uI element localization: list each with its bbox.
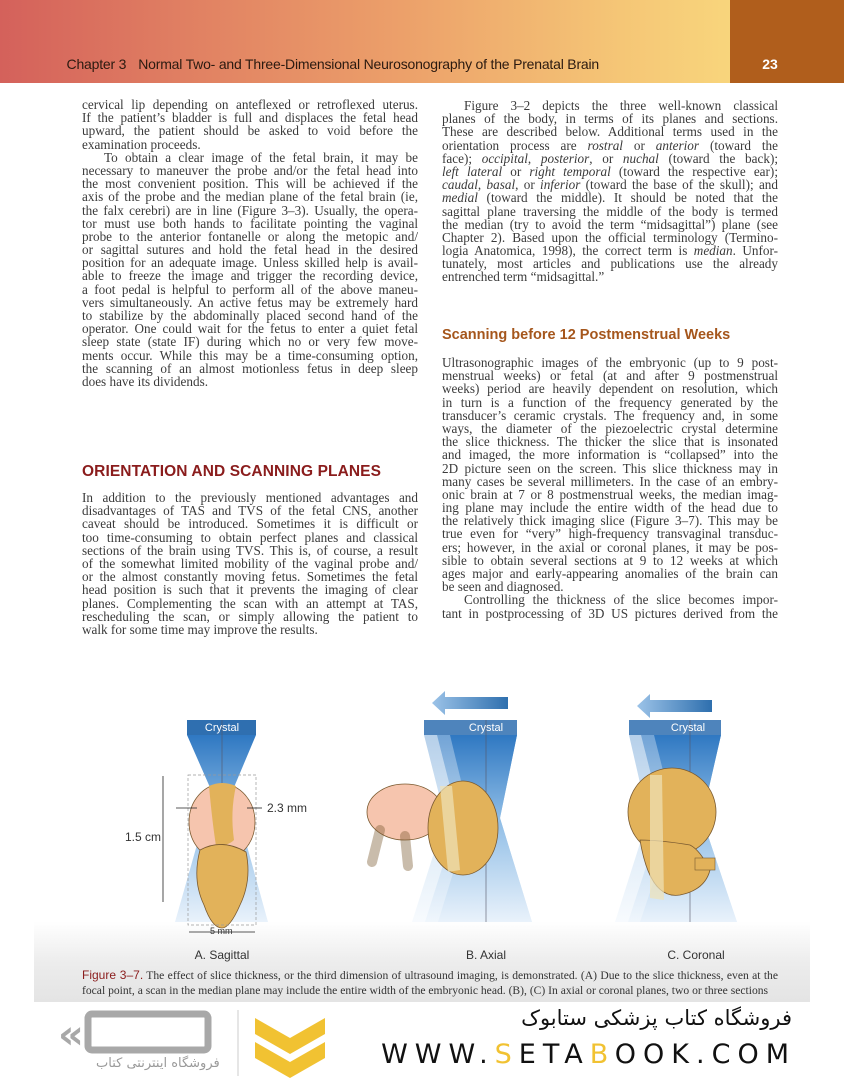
italic-term: right temporal <box>529 163 611 179</box>
text-line: vers simultaneously. An active fetus may be extremely hard <box>82 294 418 310</box>
page-number: 23 <box>762 56 778 72</box>
italic-term: medial <box>442 190 478 206</box>
panel-caption: C. Coronal <box>667 948 725 962</box>
text-line: position for an adequate image. Unless skilled help is avail- <box>82 255 418 271</box>
subsection-heading: Scanning before 12 Postmenstrual Weeks <box>442 327 731 343</box>
text-segment: , or <box>589 150 623 166</box>
figure-3-7 <box>34 680 810 1002</box>
italic-term: anterior <box>655 137 700 153</box>
text-line: Controlling the thickness of the slice becomes impor- <box>464 592 778 608</box>
text-line: necessary to maneuver the probe and/or the fetal head into <box>82 162 418 178</box>
text-line: 2D picture seen on the screen. This slice thickness may in <box>442 460 778 476</box>
text-line: walk for some time may improve the results. <box>82 621 318 637</box>
text-line: a foot pedal is helpful to perform all of the above maneu- <box>82 281 418 297</box>
text-line: ing plane may include the entire width of the head due to <box>442 500 778 516</box>
text-line: the scanning of an almost motionless fetus in deep sleep <box>82 360 418 376</box>
text-line: Figure 3–2 depicts the three well-known classical <box>464 98 778 113</box>
italic-term: inferior <box>540 177 581 193</box>
italic-term: occipital <box>481 150 528 166</box>
text-line: upward, the patient should be asked to void before the <box>82 123 418 139</box>
text-line: many cases be several millimeters. In the case of an embry- <box>442 473 778 489</box>
url-part: S <box>494 1039 519 1070</box>
text-line: of the somewhat limited mobility of the vaginal probe and/ <box>82 555 418 571</box>
text-segment: orientation process are <box>442 137 588 153</box>
text-segment: . Unfor- <box>732 243 779 259</box>
text-line: In addition to the previously mentioned advantages and <box>82 490 418 505</box>
text-line: able to freeze the image and trigger the recording device, <box>82 268 418 284</box>
figure-caption <box>82 968 778 998</box>
text-segment: (toward the respective ear); <box>610 163 778 179</box>
text-line: ages major and early-appearing anomalies of the brain can <box>442 566 778 581</box>
text-line: true even for “very” high-frequency transvaginal transduc- <box>442 526 778 542</box>
section-heading: ORIENTATION AND SCANNING PLANES <box>82 463 382 480</box>
crystal-label: Crystal <box>204 722 240 734</box>
text-segment: , <box>527 150 541 166</box>
italic-term: rostral <box>587 137 623 153</box>
italic-term: caudal <box>442 177 478 193</box>
website-url[interactable] <box>381 1039 796 1070</box>
text-line: planes of the body, in terms of its planes and sections. <box>442 111 778 127</box>
text-line: caveat should be introduced. Sometimes it is difficult or <box>82 516 418 532</box>
arrow-left-icon <box>432 691 508 715</box>
text-line: and imaged, the more information is “collapsed” into the <box>442 447 778 463</box>
text-line: To obtain a clear image of the fetal brain, it may be <box>104 149 418 165</box>
text-line: onic brain at 7 or 8 postmenstrual weeks, the median imag- <box>442 486 778 502</box>
text-line: Ultrasonographic images of the embryonic (up to 9 post- <box>442 355 778 370</box>
text-line: too time-consuming to obtain perfect planes and classical <box>82 529 418 545</box>
crystal-label: Crystal <box>468 722 504 734</box>
text-line: operator. One could wait for the fetus to enter a quiet fetal <box>82 321 418 337</box>
italic-term: basal <box>486 177 516 193</box>
fetal-head-shape <box>428 781 498 875</box>
text-line: the slice thickness. The thicker the slice that is insonated <box>442 434 778 450</box>
logo-subtitle: فروشگاه اینترنتی کتاب <box>96 1056 220 1071</box>
text-line: the median (try to avoid the term “midsagittal”) plane (see <box>442 216 778 232</box>
watermark-footer <box>0 1002 844 1080</box>
text-line: or sagittal sutures and hold the fetal head in the desired <box>82 242 418 258</box>
text-line: transducer’s ceramic crystals. The frequency and, in some <box>442 407 778 423</box>
url-part: WWW. <box>381 1039 495 1070</box>
text-line: sleep state (state IF) during which no or very few move- <box>82 334 418 350</box>
panel-caption: B. Axial <box>465 948 507 962</box>
store-title: فروشگاه کتاب پزشکی ستابوک <box>521 1006 792 1030</box>
chapter-title: Normal Two- and Three-Dimensional Neurosonography of the Prenatal Brain <box>138 56 599 72</box>
text-line: head position is such that it prevents the imaging of clear <box>82 582 418 598</box>
text-line: be seen and diagnosed. <box>442 579 564 595</box>
text-line: tunately, most articles and publications use the already <box>442 256 778 272</box>
text-line: These are described below. Additional terms used in the <box>442 124 778 140</box>
arrow-left-icon <box>637 694 712 718</box>
text-line: weeks) period are heavily dependent on resolution, which <box>442 381 778 397</box>
text-line: examination proceeds. <box>82 136 201 152</box>
text-segment: face); <box>442 150 482 166</box>
text-segment: (toward the <box>699 137 778 153</box>
text-line: cervical lip depending on anteflexed or retroflexed uterus. <box>82 97 418 112</box>
italic-term: median <box>693 243 733 259</box>
logo-mark-icon <box>88 1014 208 1050</box>
text-line: the most convenient position. This will be achieved if the <box>82 176 418 192</box>
text-line: sible to obtain several sections at 9 to 12 weeks at which <box>442 552 778 568</box>
text-segment: or <box>502 163 530 179</box>
text-line: sections of the brain using TVS. This is, of course, a result <box>82 542 418 558</box>
sagittal-panel <box>125 720 307 962</box>
figure-caption-label: Figure 3–7. <box>82 968 144 982</box>
url-part: OOK.COM <box>614 1039 796 1070</box>
slice-label: 2.3 mm <box>267 801 308 815</box>
text-line: axis of the probe and the median plane of the fetal brain (ie, <box>82 189 418 205</box>
text-segment: (toward the back); <box>658 150 778 166</box>
text-line: ments occur. While this may be a time-consuming option, <box>82 347 418 363</box>
text-segment: , or <box>515 177 541 193</box>
text-line: tor must use both hands to facilitate pointing the vaginal <box>82 215 418 231</box>
text-line: to stabilize by the abdominally placed second hand of the <box>82 308 418 323</box>
text-segment: or <box>622 137 656 153</box>
text-line: ways, the diameter of the piezoelectric crystal determine <box>442 420 778 436</box>
length-label: 1.5 cm <box>125 830 162 844</box>
width-label: 5 mm <box>210 926 233 936</box>
text-line: planes. Complementing the scan with an attempt at TAS, <box>82 595 418 611</box>
svg-text:«: « <box>58 1012 84 1058</box>
text-segment: , <box>477 177 487 193</box>
text-line: menstrual weeks) or fetal (at and after 9 postmenstrual <box>442 368 778 384</box>
text-line: sagittal plane traversing the middle of the body is termed <box>442 203 778 219</box>
text-line: or the almost constantly moving fetus. Sometimes the fetal <box>82 569 418 585</box>
panel-caption: A. Sagittal <box>194 948 250 962</box>
crystal-label: Crystal <box>670 722 706 734</box>
text-line: If the patient’s bladder is full and displaces the fetal head <box>82 110 418 126</box>
italic-term: left lateral <box>442 163 503 179</box>
chapter-number: Chapter 3 <box>66 56 127 72</box>
text-segment: (toward the middle). It should be noted that the <box>477 190 778 206</box>
text-line: disadvantages of TAS and TVS of the fetal CNS, another <box>82 503 418 519</box>
text-line: in turn is a function of the frequency generated by the <box>442 394 778 410</box>
text-line: tant in postprocessing of 3D US pictures derived from the <box>442 605 778 621</box>
text-line: probe to the anterior fontanelle or along the metopic and/ <box>82 228 418 244</box>
url-part: ETA <box>518 1039 590 1070</box>
coronal-panel <box>615 694 737 962</box>
text-segment: logia Anatomica, 1998), the correct term is <box>442 243 694 259</box>
axial-panel <box>367 691 532 962</box>
figure-caption-text: The effect of slice thickness, or the third dimension of ultrasound imaging, is demonstrated. (A) Due to the slice thickness, even at the focal point, a scan in the median plane may include the entire width of the embryonic head. (B), (C) In axial or coronal planes, two or three sections <box>82 969 778 997</box>
text-line: entrenched term “midsagittal.” <box>442 269 605 285</box>
text-line: rescheduling the scan, or simply allowing the patient to <box>82 608 418 624</box>
url-part: B <box>589 1039 615 1070</box>
text-line: the falx cerebri) are in line (Figure 3–3). Usually, the opera- <box>82 202 418 218</box>
text-line: ers; however, in the axial or coronal planes, it may be pos- <box>442 539 778 555</box>
text-line: Chapter 2). Based upon the official terminology (Termino- <box>442 229 778 245</box>
italic-term: nuchal <box>622 150 659 166</box>
italic-term: posterior <box>540 150 590 166</box>
text-line: does have its dividends. <box>82 373 208 389</box>
text-line: the relatively thick imaging slice (Figure 3–7). This may be <box>442 513 778 529</box>
text-segment: (toward the base of the skull); and <box>580 177 778 193</box>
